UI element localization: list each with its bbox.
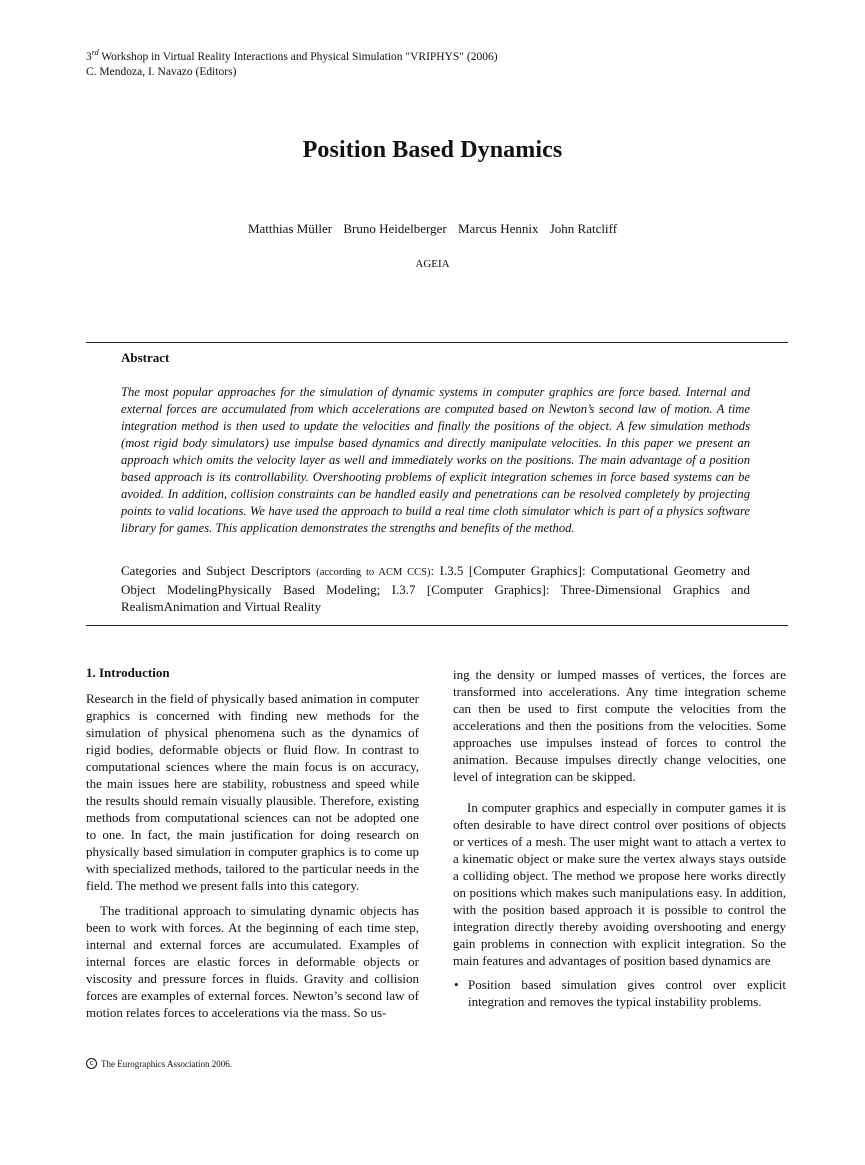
categories-note: (according to ACM CCS) (316, 567, 431, 578)
categories-descriptors: Categories and Subject Descriptors (according to ACM CCS): I.3.5 [Computer Graphics]: Computational Geometry and Object ModelingPhysically Based Modeling; I.3.7 [Computer Graphics]: Three-Dimensional Graphics and RealismAnimation and Virtual Reality (121, 563, 751, 614)
top-divider (86, 342, 788, 343)
abstract-heading: Abstract (121, 350, 170, 365)
paragraph: Research in the field of physically based animation in computer graphics is concerned with finding new methods for the simulation of physical phenomena such as the dynamics of rigid bodies, deformable objects or fluid flow. In contrast to computational sciences where the main focus is on accuracy, the main issues here are stability, robustness and speed while the results should remain visually plausible. Therefore, existing methods from computational sciences can not be adopted one to one. In fact, the main justification for doing research on physically based simulation in computer graphics is to come up with specialized methods, tailored to the particular needs in the field. The method we present falls into this category. (86, 691, 419, 893)
paragraph: In computer graphics and especially in computer games it is often desirable to have direct control over positions of objects or vertices of a mesh. The user might want to attach a vertex to a kinematic object or make sure the vertex always stays outside a colliding object. The method we propose here works directly on positions which makes such manipulations easy. In addition, with the position based approach it is possible to control the integration directly thereby avoiding overshooting and energy gain problems in connection with explicit integration. So the main features and advantages of position based dynamics are (453, 800, 786, 968)
affiliation: AGEIA (415, 258, 450, 270)
ordinal-suffix: rd (91, 48, 99, 58)
right-column (453, 666, 786, 1010)
paragraph: The traditional approach to simulating dynamic objects has been to work with forces. At the beginning of each time step, internal and external forces are accumulated. Examples of internal forces are elastic forces in deformable objects or viscosity and pressure forces in fluids. Gravity and collision forces are examples of external forces. Newton’s second law of motion relates forces to accelerations via the mass. So us- (86, 903, 419, 1020)
copyright-icon: c (86, 1058, 97, 1069)
author: Bruno Heidelberger (343, 221, 447, 236)
bullet-item: • Position based simulation gives control over explicit integration and removes the typical instability problems. (454, 977, 786, 1009)
bullet-icon: • (454, 977, 459, 992)
copyright-text: The Eurographics Association 2006. (101, 1058, 232, 1069)
paper-title: Position Based Dynamics (302, 137, 563, 163)
author-list (0, 221, 865, 237)
workshop-line: 3rd Workshop in Virtual Reality Interactions and Physical Simulation "VRIPHYS" (2006) (86, 48, 498, 63)
editors-line: C. Mendoza, I. Navazo (Editors) (86, 66, 237, 78)
bottom-divider (86, 625, 788, 626)
page-header (86, 50, 498, 80)
author: John Ratcliff (549, 221, 618, 236)
abstract-text: The most popular approaches for the simulation of dynamic systems in computer graphics are force based. Internal and external forces are accumulated from which accelerations are computed based on Newton’s second law of motion. A time integration method is then used to update the velocities and finally the positions of the object. A few simulation methods (most rigid body simulators) use impulse based dynamics and directly manipulate velocities. In this paper we present an approach which omits the velocity layer as well and immediately works on the positions. The main advantage of a position based approach is its controllability. Overshooting problems of explicit integration schemes in force based systems can be avoided. In addition, collision constraints can be handled easily and penetrations can be resolved completely by projecting points to valid locations. We have used the approach to build a real time cloth simulator which is part of a physics software library for games. This application demonstrates the strengths and benefits of the method. (121, 385, 750, 535)
left-column (86, 664, 419, 1021)
author: Matthias Müller (247, 221, 333, 236)
paragraph: ing the density or lumped masses of vertices, the forces are transformed into accelerations. Any time integration scheme can then be used to first compute the velocities from the accelerations and then the positions from the velocities. Some approaches use impulses instead of forces to control the animation. Because impulses directly change velocities, one level of integration can be skipped. (453, 667, 786, 784)
section-heading: 1. Introduction (86, 665, 170, 680)
page-footer (86, 1058, 232, 1069)
author: Marcus Hennix (457, 221, 539, 236)
